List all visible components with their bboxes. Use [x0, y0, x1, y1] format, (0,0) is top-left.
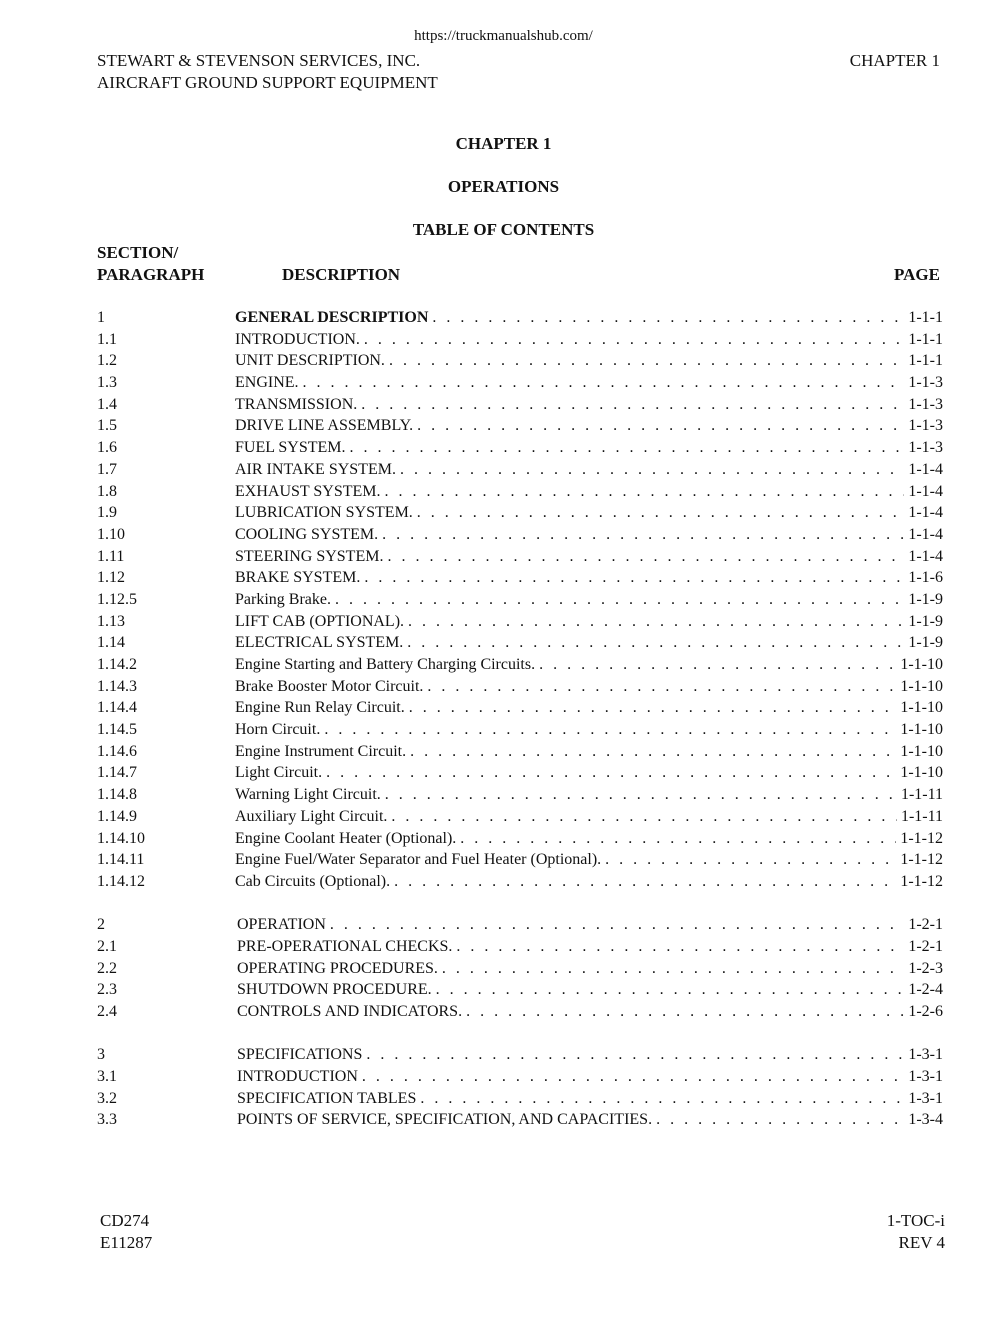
toc-entry-line	[235, 394, 943, 416]
toc-leader-dots	[436, 979, 905, 1001]
toc-entry-number: 3.1	[97, 1068, 117, 1086]
toc-leader-dots	[408, 611, 904, 633]
page-header-left	[97, 50, 438, 94]
toc-entry-line	[235, 329, 943, 351]
toc-entry	[97, 307, 943, 329]
toc-entry-page: 1-1-3	[908, 395, 943, 413]
toc-entry-description: ELECTRICAL SYSTEM.	[235, 634, 404, 652]
toc-entry-number: 1.2	[97, 352, 117, 370]
toc-entry-page: 1-2-6	[908, 1003, 943, 1020]
toc-entry-description: SPECIFICATIONS	[237, 1046, 363, 1064]
toc-entry-description: Parking Brake.	[235, 590, 331, 608]
toc-entry	[97, 806, 943, 828]
toc-leader-dots	[362, 1066, 904, 1088]
toc-leader-dots	[364, 329, 904, 351]
toc-leader-dots	[364, 567, 904, 589]
toc-entry-line	[237, 958, 943, 980]
toc-entry-description: Engine Instrument Circuit.	[235, 742, 407, 760]
toc-entry	[97, 567, 943, 589]
toc-entry-number: 2.2	[97, 959, 117, 977]
toc-entry-line	[237, 1001, 943, 1023]
toc-leader-dots	[420, 1088, 904, 1110]
toc-entry-line	[237, 914, 943, 936]
toc-entry-description: DRIVE LINE ASSEMBLY.	[235, 417, 414, 435]
company-name: STEWART & STEVENSON SERVICES, INC.	[97, 51, 421, 70]
toc-entry-description: PRE-OPERATIONAL CHECKS.	[237, 937, 453, 955]
toc-entry-page: 1-3-1	[908, 1068, 943, 1086]
toc-leader-dots	[539, 654, 896, 676]
toc-entry-page: 1-1-10	[900, 742, 943, 760]
toc-entry	[97, 676, 943, 698]
toc-entry	[97, 784, 943, 806]
toc-entry-description: UNIT DESCRIPTION.	[235, 352, 385, 370]
toc-leader-dots	[466, 1001, 904, 1023]
toc-entry-number: 1.13	[97, 612, 125, 630]
column-header-section-line1: SECTION/	[97, 243, 179, 262]
toc-entry-description: Horn Circuit.	[235, 721, 321, 739]
toc-entry-line	[235, 784, 943, 806]
toc-leader-dots	[427, 676, 896, 698]
toc-entry	[97, 697, 943, 719]
toc-entry-page: 1-3-4	[908, 1111, 943, 1129]
toc-entry-number: 1.14.5	[97, 721, 137, 739]
toc-entry-page: 1-2-1	[908, 916, 943, 934]
toc-leader-dots	[407, 632, 904, 654]
toc-entry-line	[237, 979, 943, 1001]
toc-leader-dots	[350, 437, 905, 459]
toc-entry	[97, 871, 943, 893]
toc-entry-number: 3	[97, 1046, 105, 1064]
section-title: OPERATIONS	[447, 177, 560, 196]
toc-entry-number: 2.1	[97, 937, 117, 955]
toc-entry	[97, 329, 943, 351]
toc-entry	[97, 1088, 943, 1110]
toc-entry	[97, 741, 943, 763]
toc-entry-number: 1.10	[97, 525, 125, 543]
toc-leader-dots	[361, 394, 904, 416]
toc-entry-page: 1-1-4	[908, 482, 943, 500]
toc-entry-description: Engine Run Relay Circuit.	[235, 699, 405, 717]
toc-leader-dots	[410, 741, 896, 763]
column-header-page: PAGE	[894, 265, 940, 284]
toc-entry-page: 1-3-1	[908, 1089, 943, 1107]
toc-entry	[97, 589, 943, 611]
toc-entry-description: SPECIFICATION TABLES	[237, 1089, 417, 1107]
toc-entry-number: 3.3	[97, 1111, 117, 1129]
toc-entry-description: EXHAUST SYSTEM.	[235, 482, 381, 500]
toc-entry-line	[237, 1088, 943, 1110]
toc-entry-number: 3.2	[97, 1089, 117, 1107]
toc-leader-dots	[442, 958, 904, 980]
toc-leader-dots	[409, 697, 897, 719]
toc-group-2	[97, 914, 943, 1022]
toc-entry-description: LUBRICATION SYSTEM.	[235, 504, 413, 522]
toc-entry	[97, 719, 943, 741]
toc-entry	[97, 394, 943, 416]
toc-entry-number: 1.11	[97, 547, 125, 565]
header-chapter: CHAPTER 1	[849, 51, 940, 70]
toc-entry-line	[237, 1109, 943, 1131]
toc-entry	[97, 481, 943, 503]
toc-entry	[97, 1001, 943, 1023]
toc-leader-dots	[326, 762, 896, 784]
toc-entry-number: 1.4	[97, 395, 117, 413]
toc-entry-page: 1-1-12	[900, 872, 943, 890]
toc-entry-line	[235, 502, 943, 524]
toc-entry	[97, 546, 943, 568]
toc-entry-line	[237, 936, 943, 958]
toc-entry-page: 1-2-4	[908, 981, 943, 999]
toc-entry-description: POINTS OF SERVICE, SPECIFICATION, AND CAPACITIES.	[237, 1111, 653, 1129]
toc-entry-description: Warning Light Circuit.	[235, 786, 381, 804]
toc-leader-dots	[389, 350, 904, 372]
toc-entry-number: 1.5	[97, 417, 117, 435]
toc-entry-page: 1-1-3	[908, 374, 943, 392]
toc-entry-description: AIR INTAKE SYSTEM.	[235, 460, 396, 478]
toc-entry-line	[235, 567, 943, 589]
toc-entry-page: 1-1-11	[900, 786, 943, 804]
toc-entry	[97, 914, 943, 936]
toc-entry-number: 2	[97, 916, 105, 934]
toc-entry-description: OPERATION	[237, 916, 326, 934]
toc-entry-number: 1.7	[97, 460, 117, 478]
toc-leader-dots	[303, 372, 905, 394]
toc-entry-number: 1.14.10	[97, 829, 145, 847]
toc-spacer	[97, 1023, 943, 1045]
toc-entry-page: 1-1-6	[908, 569, 943, 587]
toc-entry-page: 1-1-10	[900, 699, 943, 717]
part-number: E11287	[100, 1233, 153, 1252]
toc-entry-description: Engine Starting and Battery Charging Circuits.	[235, 656, 536, 673]
toc-entry-number: 1.14.2	[97, 656, 137, 673]
toc-entry-description: ENGINE.	[235, 374, 299, 392]
toc-entry	[97, 1044, 943, 1066]
column-header-section	[97, 242, 204, 286]
toc-entry	[97, 611, 943, 633]
toc-entry-description: GENERAL DESCRIPTION	[235, 309, 429, 326]
toc-entry	[97, 1109, 943, 1131]
toc-entry	[97, 502, 943, 524]
toc-entry-line	[235, 632, 943, 654]
toc-entry-line	[235, 350, 943, 372]
toc-entry	[97, 979, 943, 1001]
footer-left	[100, 1210, 152, 1254]
toc-entry-page: 1-1-10	[900, 677, 943, 695]
division-name: AIRCRAFT GROUND SUPPORT EQUIPMENT	[97, 73, 438, 92]
toc-entry	[97, 958, 943, 980]
toc-entry	[97, 632, 943, 654]
toc-entry-line	[235, 849, 943, 871]
toc-entry-number: 2.4	[97, 1003, 117, 1020]
toc-entry-page: 1-1-3	[908, 439, 943, 457]
toc-leader-dots	[385, 784, 897, 806]
toc-leader-dots	[656, 1109, 904, 1131]
toc-entry	[97, 437, 943, 459]
toc-entry-description: FUEL SYSTEM.	[235, 439, 346, 457]
toc-entry-number: 1.1	[97, 330, 117, 348]
source-url: https://truckmanualshub.com/	[414, 28, 593, 44]
toc-entry-number: 1.3	[97, 374, 117, 392]
page-id: 1-TOC-i	[886, 1211, 945, 1230]
toc-entry-description: INTRODUCTION.	[235, 330, 360, 348]
toc-entry-number: 1.9	[97, 504, 117, 522]
toc-entry-description: INTRODUCTION	[237, 1068, 358, 1086]
toc-entry-page: 1-1-4	[908, 460, 943, 478]
toc-entry-number: 1.14	[97, 634, 125, 652]
revision: REV 4	[898, 1233, 945, 1252]
toc-entry-line	[237, 1044, 943, 1066]
toc-entry-line	[235, 437, 943, 459]
toc-entry-line	[235, 415, 943, 437]
toc-leader-dots	[417, 502, 905, 524]
toc-entry-page: 1-1-1	[908, 309, 943, 326]
toc-entry-line	[235, 611, 943, 633]
toc-entry-line	[235, 524, 943, 546]
toc-leader-dots	[387, 546, 904, 568]
toc-leader-dots	[460, 828, 896, 850]
toc-leader-dots	[366, 1044, 904, 1066]
toc-entry-line	[235, 719, 943, 741]
chapter-title: CHAPTER 1	[455, 134, 552, 153]
toc-entry-page: 1-1-10	[900, 656, 943, 673]
toc-group-3	[97, 1044, 943, 1131]
toc-entry-line	[235, 828, 943, 850]
toc-entry-page: 1-1-4	[908, 504, 943, 522]
toc-entry-line	[235, 741, 943, 763]
toc-leader-dots	[605, 849, 896, 871]
toc-entry	[97, 936, 943, 958]
toc-entry-number: 1.14.8	[97, 786, 137, 804]
toc-entry	[97, 524, 943, 546]
toc-leader-dots	[394, 871, 896, 893]
toc-leader-dots	[330, 914, 904, 936]
toc-entry-description: LIFT CAB (OPTIONAL).	[235, 612, 405, 630]
toc-group-1	[97, 307, 943, 893]
toc-entry-page: 1-1-9	[908, 590, 943, 608]
toc-entry-line	[235, 459, 943, 481]
toc-leader-dots	[324, 719, 896, 741]
toc-entry-number: 1.14.12	[97, 872, 145, 890]
toc-entry-page: 1-1-3	[908, 417, 943, 435]
toc-entry	[97, 372, 943, 394]
toc-entry-line	[237, 1066, 943, 1088]
toc-entry-line	[235, 481, 943, 503]
toc-leader-dots	[382, 524, 904, 546]
toc-entry-description: Light Circuit.	[235, 764, 323, 782]
toc-entry-number: 2.3	[97, 981, 117, 999]
toc-entry-number: 1.14.11	[97, 851, 145, 869]
toc-entry-number: 1.14.3	[97, 677, 137, 695]
toc-entry-description: Cab Circuits (Optional).	[235, 872, 391, 890]
toc-entry-number: 1.12.5	[97, 590, 137, 608]
toc-entry	[97, 849, 943, 871]
toc-entry-number: 1.14.9	[97, 807, 137, 825]
toc-entry	[97, 459, 943, 481]
toc-leader-dots	[391, 806, 897, 828]
toc-leader-dots	[385, 481, 905, 503]
toc-entry-number: 1.14.6	[97, 742, 137, 760]
toc-entry	[97, 1066, 943, 1088]
toc-entry-description: STEERING SYSTEM.	[235, 547, 384, 565]
toc-entry-page: 1-1-1	[908, 352, 943, 370]
toc-entry-page: 1-1-12	[900, 829, 943, 847]
toc-entry	[97, 654, 943, 676]
toc-entry-page: 1-2-1	[908, 937, 943, 955]
toc-entry-page: 1-1-1	[908, 330, 943, 348]
toc-entry-number: 1.14.4	[97, 699, 137, 717]
toc-leader-dots	[432, 307, 904, 329]
toc-entry-page: 1-2-3	[908, 959, 943, 977]
toc-entry-description: Engine Fuel/Water Separator and Fuel Heater (Optional).	[235, 851, 602, 869]
toc-leader-dots	[456, 936, 904, 958]
toc-entry	[97, 828, 943, 850]
toc-entry-description: Engine Coolant Heater (Optional).	[235, 829, 457, 847]
toc-entry-description: COOLING SYSTEM.	[235, 525, 379, 543]
toc-entry-line	[235, 589, 943, 611]
toc-spacer	[97, 893, 943, 915]
toc-entry-line	[235, 871, 943, 893]
toc-entry	[97, 762, 943, 784]
toc-entry	[97, 350, 943, 372]
doc-code: CD274	[100, 1211, 150, 1230]
toc-entry-page: 1-1-4	[908, 525, 943, 543]
toc-entry-line	[235, 806, 943, 828]
toc-entry-page: 1-3-1	[908, 1046, 943, 1064]
toc-entry-description: OPERATING PROCEDURES.	[237, 959, 438, 977]
toc-entry-line	[235, 762, 943, 784]
toc-entry-number: 1.8	[97, 482, 117, 500]
toc-entry-page: 1-1-9	[908, 634, 943, 652]
toc-entry	[97, 415, 943, 437]
toc-entry-number: 1.14.7	[97, 764, 137, 782]
toc-title: TABLE OF CONTENTS	[412, 220, 595, 239]
column-header-description: DESCRIPTION	[282, 265, 401, 284]
toc-leader-dots	[417, 415, 904, 437]
toc-entry-number: 1.12	[97, 569, 125, 587]
toc-entry-page: 1-1-10	[900, 721, 943, 739]
toc-entry-page: 1-1-10	[900, 764, 943, 782]
toc-entry-description: TRANSMISSION.	[235, 395, 358, 413]
toc-entry-description: Auxiliary Light Circuit.	[235, 807, 388, 825]
toc-entry-line	[235, 676, 943, 698]
toc-leader-dots	[400, 459, 904, 481]
column-header-section-line2: PARAGRAPH	[97, 265, 205, 284]
toc-entry-line	[235, 546, 943, 568]
toc-entry-description: BRAKE SYSTEM.	[235, 569, 361, 587]
toc-entry-page: 1-1-9	[908, 612, 943, 630]
toc-entry-line	[235, 372, 943, 394]
toc-entry-description: Brake Booster Motor Circuit.	[235, 677, 424, 695]
toc-entry-page: 1-1-12	[900, 851, 943, 869]
toc-entry-line	[235, 697, 943, 719]
table-of-contents	[97, 307, 943, 1131]
toc-leader-dots	[335, 589, 904, 611]
footer-right	[887, 1210, 945, 1254]
toc-entry-number: 1	[97, 309, 105, 326]
toc-entry-description: SHUTDOWN PROCEDURE.	[237, 981, 432, 999]
toc-entry-number: 1.6	[97, 439, 117, 457]
toc-entry-line	[235, 654, 943, 676]
toc-entry-page: 1-1-4	[908, 547, 943, 565]
toc-entry-description: CONTROLS AND INDICATORS.	[237, 1003, 463, 1020]
toc-entry-line	[235, 307, 943, 329]
toc-entry-page: 1-1-11	[900, 807, 943, 825]
